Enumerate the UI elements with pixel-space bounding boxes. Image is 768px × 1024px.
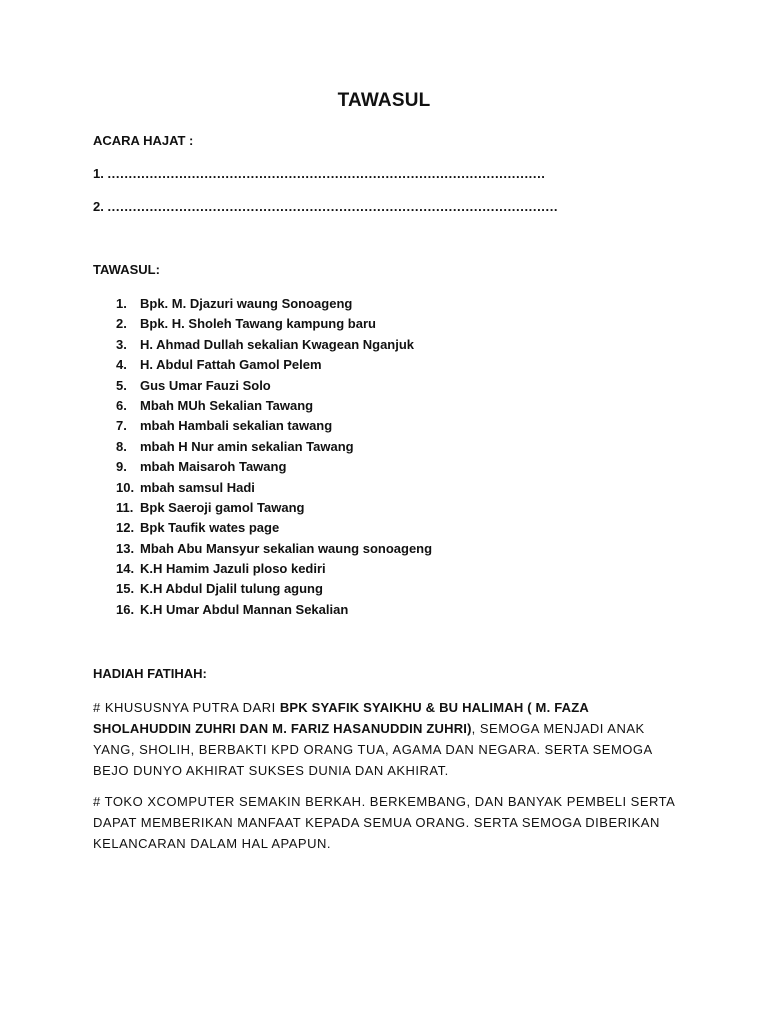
hadiah-paragraph-1-names: BPK SYAFIK SYAIKHU & BU HALIMAH ( M. FAZA SHOLAHUDDIN ZUHRI DAN M. FARIZ HASANUDDIN ZUHRI) bbox=[93, 700, 589, 736]
tawasul-label: TAWASUL: bbox=[93, 262, 160, 277]
list-item: 16. K.H Umar Abdul Mannan Sekalian bbox=[116, 601, 349, 617]
list-item: 2. Bpk. H. Sholeh Tawang kampung baru bbox=[116, 316, 376, 332]
hadiah-fatihah-label: HADIAH FATIHAH: bbox=[93, 666, 207, 681]
acara-hajat-label: ACARA HAJAT : bbox=[93, 133, 194, 148]
list-item: 13. Mbah Abu Mansyur sekalian waung sonoageng bbox=[116, 540, 433, 556]
list-item: 14. K.H Hamim Jazuli ploso kediri bbox=[116, 561, 326, 577]
list-item: 4. H. Abdul Fattah Gamol Pelem bbox=[116, 357, 322, 373]
acara-hajat-line-1-blank: ........................................................................................................ bbox=[107, 166, 546, 181]
list-item: 15. K.H Abdul Djalil tulung agung bbox=[116, 581, 323, 597]
acara-hajat-line-2-blank: ........................................................................................................... bbox=[107, 199, 559, 214]
acara-hajat-line-1 bbox=[93, 166, 546, 181]
list-item: 11. Bpk Saeroji gamol Tawang bbox=[116, 499, 305, 515]
list-item: 6. Mbah MUh Sekalian Tawang bbox=[116, 397, 314, 413]
list-item: 12. Bpk Taufik wates page bbox=[116, 520, 280, 536]
document-title: TAWASUL bbox=[337, 90, 431, 111]
acara-hajat-line-1-number: 1. bbox=[93, 166, 108, 181]
list-item: 1. Bpk. M. Djazuri waung Sonoageng bbox=[116, 296, 353, 311]
list-item: 8. mbah H Nur amin sekalian Tawang bbox=[116, 438, 354, 454]
acara-hajat-line-2-number: 2. bbox=[93, 199, 108, 214]
list-item: 3. H. Ahmad Dullah sekalian Kwagean Nganjuk bbox=[116, 336, 415, 352]
list-item: 7. mbah Hambali sekalian tawang bbox=[116, 418, 333, 434]
hadiah-paragraph-2: # TOKO XCOMPUTER SEMAKIN BERKAH. BERKEMBANG, DAN BANYAK PEMBELI SERTA DAPAT MEMBERIKAN MANFAAT KEPADA SEMUA ORANG. SERTA SEMOGA DIBERIKAN KELANCARAN DALAM HAL APAPUN. bbox=[93, 794, 675, 851]
acara-hajat-line-2 bbox=[93, 199, 558, 214]
list-item: 5. Gus Umar Fauzi Solo bbox=[116, 377, 271, 393]
tawasul-list bbox=[116, 294, 432, 620]
list-item: 9. mbah Maisaroh Tawang bbox=[116, 459, 287, 475]
list-item: 10. mbah samsul Hadi bbox=[116, 479, 255, 495]
hadiah-paragraph-1: # KHUSUSNYA PUTRA DARI BPK SYAFIK SYAIKHU & BU HALIMAH ( M. FAZA SHOLAHUDDIN ZUHRI DAN M. FARIZ HASANUDDIN ZUHRI), SEMOGA MENJADI ANAK YANG, SHOLIH, BERBAKTI KPD ORANG TUA, AGAMA DAN NEGARA. SERTA SEMOGA BEJO DUNYO AKHIRAT SUKSES DUNIA DAN AKHIRAT. bbox=[93, 700, 652, 778]
